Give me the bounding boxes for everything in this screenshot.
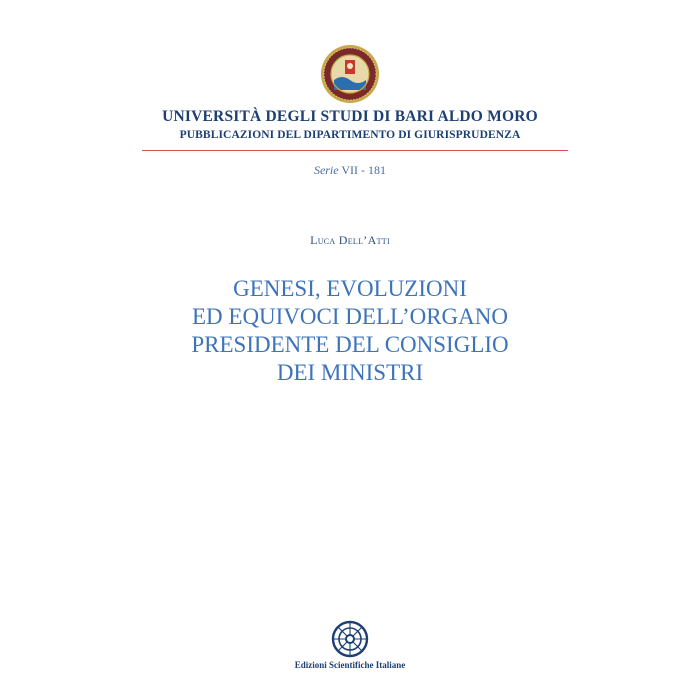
title-line: GENESI, EVOLUZIONI <box>233 276 467 301</box>
university-name: UNIVERSITÀ DEGLI STUDI DI BARI ALDO MORO <box>162 108 538 125</box>
title-line: ED EQUIVOCI DELL’ORGANO <box>191 304 508 329</box>
publisher-name: Edizioni Scientifiche Italiane <box>294 660 406 670</box>
title-line: DEI MINISTRI <box>276 360 424 385</box>
book-title <box>80 275 620 387</box>
department-name: PUBBLICAZIONI DEL DIPARTIMENTO DI GIURISPRUDENZA <box>179 129 521 141</box>
publisher-logo-icon <box>325 620 375 658</box>
series-word: Serie <box>313 163 339 177</box>
university-seal-icon <box>320 44 380 104</box>
series-number: VII - 181 <box>341 163 387 177</box>
title-line: PRESIDENTE DEL CONSIGLIO <box>191 332 509 357</box>
header-divider <box>142 150 568 151</box>
series-line <box>0 163 700 178</box>
author-name: Luca Dell’Atti <box>310 233 390 247</box>
